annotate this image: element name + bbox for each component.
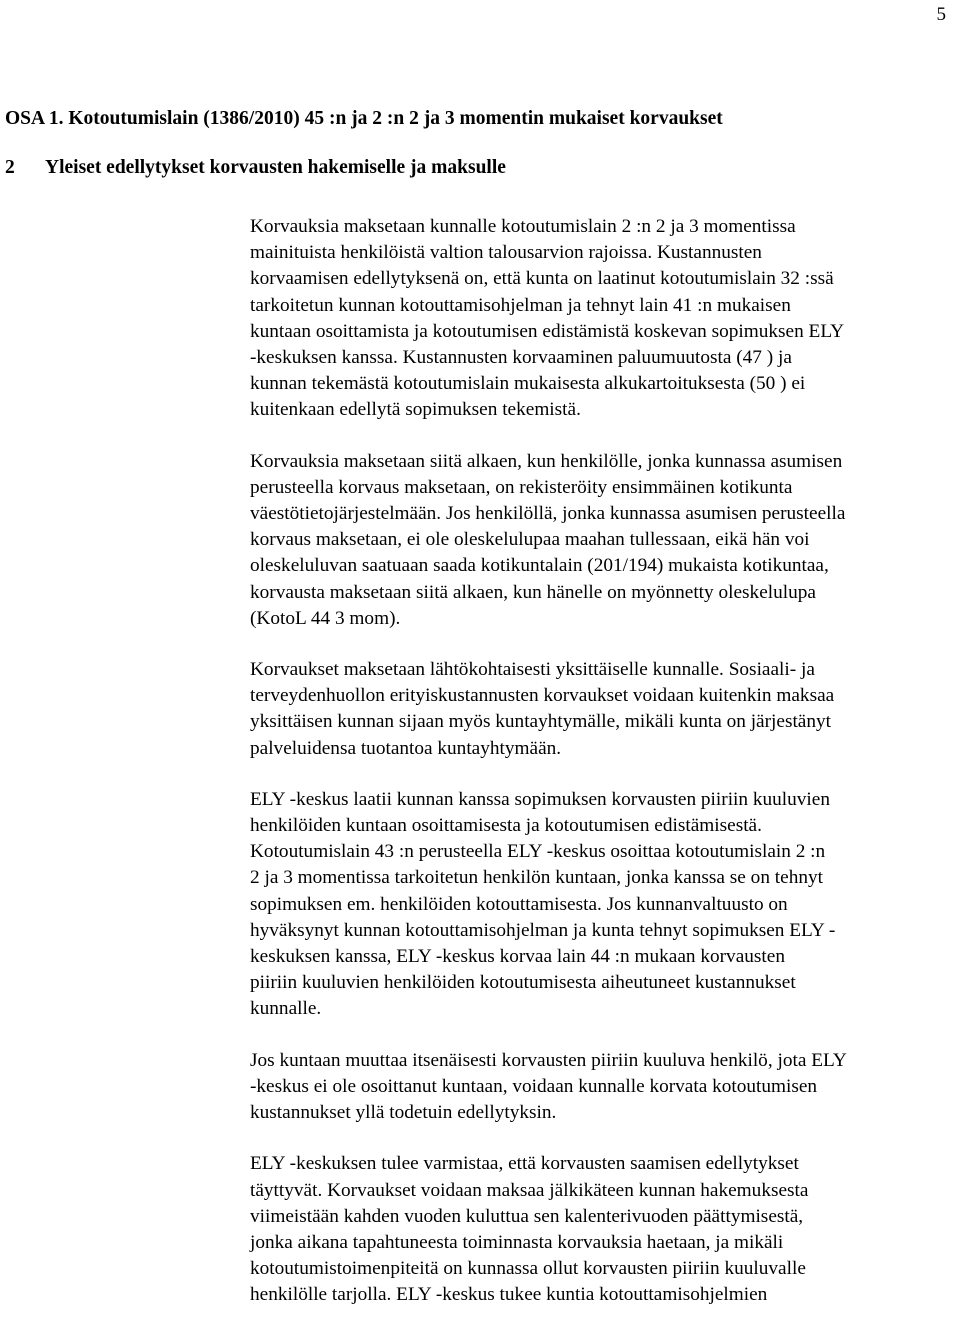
text-line: mainituista henkilöistä valtion talousarvion rajoissa. Kustannusten	[250, 242, 762, 264]
text-line: sopimuksen em. henkilöiden kotouttamisesta. Jos kunnanvaltuusto on	[250, 893, 788, 915]
text-line: korvaamisen edellytyksenä on, että kunta on laatinut kotoutumislain 32 :ssä	[250, 268, 834, 290]
text-line: (KotoL 44 3 mom).	[250, 607, 401, 629]
text-line: kunnan tekemästä kotoutumislain mukaisesta alkukartoituksesta (50 ) ei	[250, 373, 806, 395]
page-number: 5	[936, 4, 946, 25]
text-line: kuntaan osoittamista ja kotoutumisen edistämistä koskevan sopimuksen ELY	[250, 320, 845, 342]
paragraph	[250, 787, 958, 1023]
text-line: Korvaukset maksetaan lähtökohtaisesti yksittäiselle kunnalle. Sosiaali- ja	[250, 659, 815, 681]
paragraph	[250, 1048, 958, 1127]
text-line: piiriin kuuluvien henkilöiden kotoutumisesta aiheutuneet kustannukset	[250, 972, 796, 994]
part-heading: OSA 1. Kotoutumislain (1386/2010) 45 :n ja 2 :n 2 ja 3 momentin mukaiset korvaukset	[5, 108, 723, 129]
body-text	[250, 214, 958, 1334]
paragraph	[250, 214, 958, 424]
text-line: kotoutumistoimenpiteitä on kunnassa ollut korvausten piiriin kuuluvalle	[250, 1258, 806, 1280]
text-line: keskuksen kanssa, ELY -keskus korvaa lain 44 :n mukaan korvausten	[250, 946, 785, 968]
paragraph	[250, 657, 958, 762]
paragraph	[250, 1151, 958, 1308]
text-line: ELY -keskuksen tulee varmistaa, että korvausten saamisen edellytykset	[250, 1153, 799, 1175]
text-line: henkilöiden kuntaan osoittamisesta ja kotoutumisen edistämisestä.	[250, 815, 762, 837]
text-line: terveydenhuollon erityiskustannusten korvaukset voidaan kuitenkin maksaa	[250, 685, 835, 707]
text-line: väestötietojärjestelmään. Jos henkilöllä, jonka kunnassa asumisen perusteella	[250, 503, 846, 525]
text-line: henkilölle tarjolla. ELY -keskus tukee kuntia kotouttamisohjelmien	[250, 1284, 768, 1306]
section-heading	[5, 157, 506, 179]
text-line: kustannukset yllä todetuin edellytyksin.	[250, 1102, 557, 1124]
text-line: Jos kuntaan muuttaa itsenäisesti korvausten piiriin kuuluva henkilö, jota ELY	[250, 1049, 847, 1071]
text-line: palveluidensa tuotantoa kuntayhtymään.	[250, 737, 562, 759]
text-line: jonka aikana tapahtuneesta toiminnasta korvauksia haetaan, ja mikäli	[250, 1231, 784, 1253]
text-line: Korvauksia maksetaan siitä alkaen, kun henkilölle, jonka kunnassa asumisen	[250, 450, 843, 472]
text-line: kunnalle.	[250, 998, 322, 1020]
text-line: hyväksynyt kunnan kotouttamisohjelman ja kunta tehnyt sopimuksen ELY -	[250, 919, 836, 941]
text-line: Korvauksia maksetaan kunnalle kotoutumislain 2 :n 2 ja 3 momentissa	[250, 216, 796, 237]
text-line: viimeistään kahden vuoden kuluttua sen kalenterivuoden päättymisestä,	[250, 1205, 804, 1227]
section-title: Yleiset edellytykset korvausten hakemiselle ja maksulle	[45, 157, 506, 178]
text-line: korvaus maksetaan, ei ole oleskelulupaa maahan tullessaan, eikä hän voi	[250, 529, 810, 551]
text-line: ELY -keskus laatii kunnan kanssa sopimuksen korvausten piiriin kuuluvien	[250, 788, 830, 810]
text-line: yksittäisen kunnan sijaan myös kuntayhtymälle, mikäli kunta on järjestänyt	[250, 711, 832, 733]
text-line: täyttyvät. Korvaukset voidaan maksaa jälkikäteen kunnan hakemuksesta	[250, 1179, 809, 1201]
text-line: tarkoitetun kunnan kotouttamisohjelman ja tehnyt lain 41 :n mukaisen	[250, 294, 791, 316]
text-line: kuitenkaan edellytä sopimuksen tekemistä.	[250, 399, 581, 421]
text-line: -keskus ei ole osoittanut kuntaan, voidaan kunnalle korvata kotoutumisen	[250, 1075, 818, 1097]
paragraph	[250, 449, 958, 632]
text-line: 2 ja 3 momentissa tarkoitetun henkilön kuntaan, jonka kanssa se on tehnyt	[250, 867, 823, 889]
text-line: Kotoutumislain 43 :n perusteella ELY -keskus osoittaa kotoutumislain 2 :n	[250, 841, 826, 863]
text-line: -keskuksen kanssa. Kustannusten korvaaminen paluumuutosta (47 ) ja	[250, 347, 792, 369]
text-line: perusteella korvaus maksetaan, on rekisteröity ensimmäinen kotikunta	[250, 476, 793, 498]
text-line: korvausta maksetaan siitä alkaen, kun hänelle on myönnetty oleskelulupa	[250, 581, 816, 603]
text-line: oleskeluluvan saatuaan saada kotikuntalain (201/194) mukaista kotikuntaa,	[250, 555, 829, 577]
section-number: 2	[5, 157, 15, 178]
